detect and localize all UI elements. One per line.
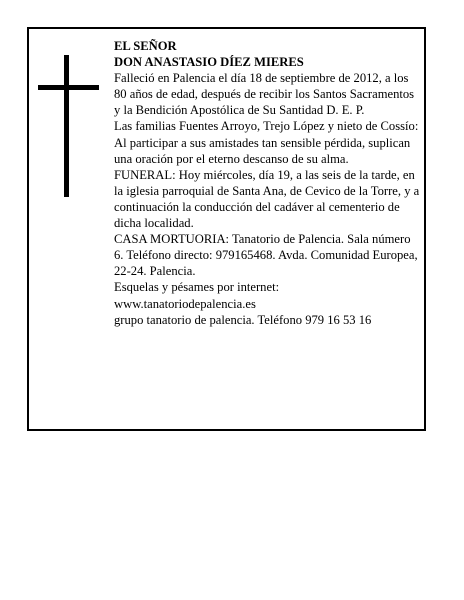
website-link: www.tanatoriodepalencia.es bbox=[114, 296, 256, 311]
contact-phone: grupo tanatorio de palencia. Teléfono 979 16 53 16 bbox=[114, 312, 372, 327]
internet-condolences-label: Esquelas y pésames por internet: bbox=[114, 280, 280, 295]
funeral-home-info: CASA MORTUORIA: Tanatorio de Palencia. Sala número 6. Teléfono directo: 979165468. Avda. Comunidad Europea, 22-24. Palencia. bbox=[114, 232, 418, 279]
cross-icon-vertical-bar bbox=[64, 55, 69, 197]
cross-icon-horizontal-bar bbox=[38, 85, 99, 90]
deceased-name: DON ANASTASIO DÍEZ MIERES bbox=[114, 55, 304, 70]
funeral-info: FUNERAL: Hoy miércoles, día 19, a las seis de la tarde, en la iglesia parroquial de Santa Ana, de Cevico de la Torre, y a continuación la conducción del cadáver al cementerio de dicha localidad. bbox=[114, 167, 420, 231]
obituary-text bbox=[114, 38, 420, 328]
title-line-1: EL SEÑOR bbox=[114, 39, 177, 53]
prayer-request: Al participar a sus amistades tan sensible pérdida, suplican una oración por el eterno descanso de su alma. bbox=[114, 135, 411, 166]
families: Las familias Fuentes Arroyo, Trejo López y nieto de Cossío: bbox=[114, 119, 419, 134]
death-announcement: Falleció en Palencia el día 18 de septiembre de 2012, a los 80 años de edad, después de recibir los Santos Sacramentos y la Bendición Apostólica de Su Santidad D. E. P. bbox=[114, 71, 415, 118]
